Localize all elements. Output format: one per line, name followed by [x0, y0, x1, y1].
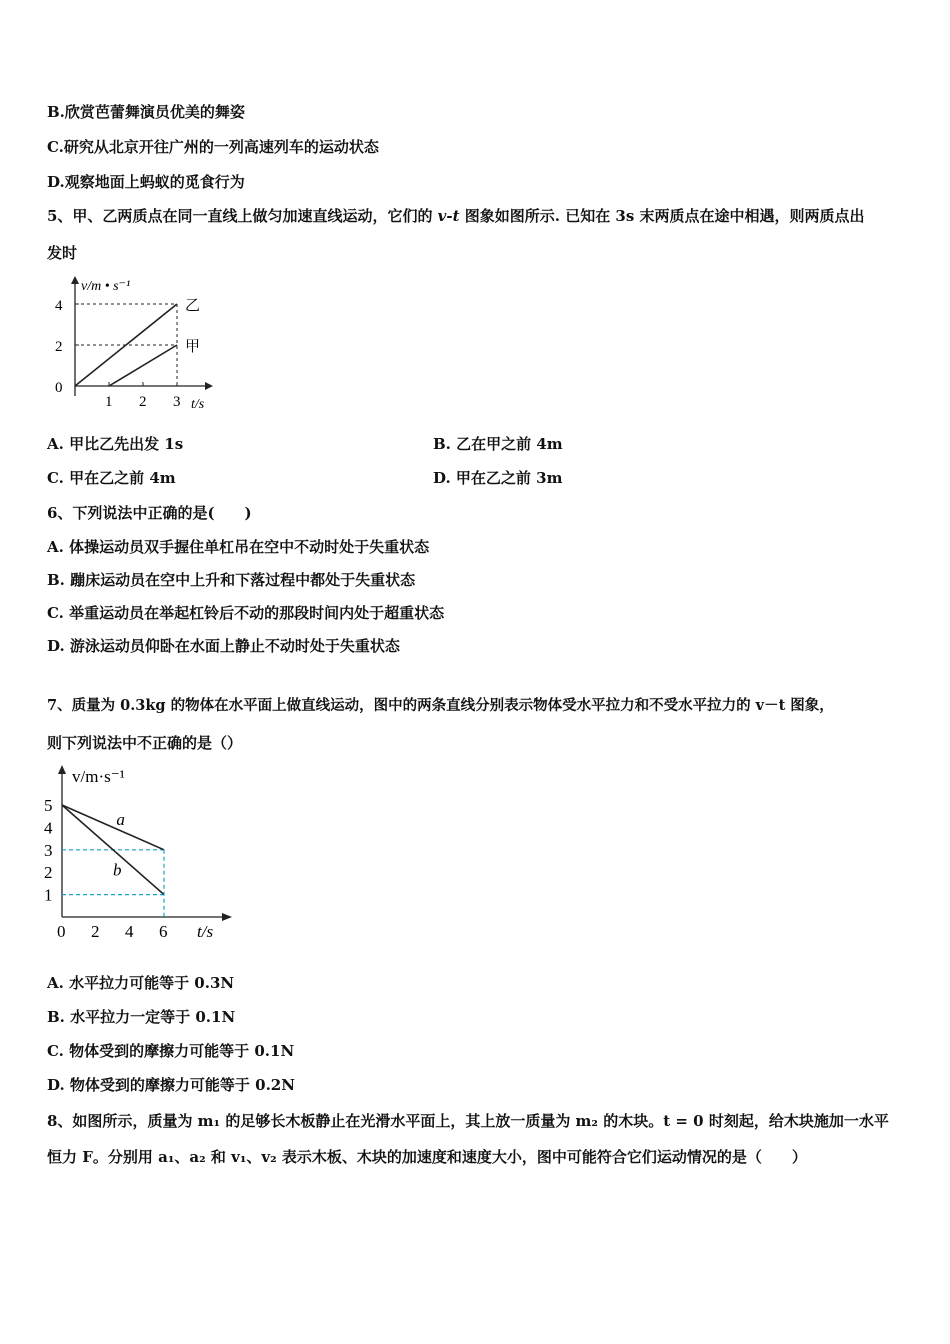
- x-tick-label: 6: [159, 922, 168, 941]
- q6-option-c: C. 举重运动员在举起杠铃后不动的那段时间内处于超重状态: [47, 604, 445, 622]
- y-tick-label: 4: [55, 298, 63, 314]
- series-line-a: [62, 805, 164, 850]
- y-axis-label: v/m·s⁻¹: [72, 767, 125, 786]
- x-tick-label: 2: [139, 394, 147, 410]
- q7-option-b: B. 水平拉力一定等于 0.1N: [47, 1008, 236, 1026]
- q7-vt-chart: [40, 760, 240, 945]
- x-axis-label: t/s: [197, 922, 214, 941]
- q7-stem-line2: 则下列说法中不正确的是（）: [47, 734, 243, 752]
- x-tick-label: 3: [173, 394, 181, 410]
- y-axis-arrow: [58, 765, 66, 774]
- q5-vt-chart: [45, 272, 225, 412]
- q5-stem-line1: 5、甲、乙两质点在同一直线上做匀加速直线运动，它们的 v-t 图象如图所示. 已知在 3s 末两质点在途中相遇，则两质点出: [47, 207, 865, 225]
- x-axis-arrow: [205, 382, 213, 390]
- q7-option-c: C. 物体受到的摩擦力可能等于 0.1N: [47, 1042, 295, 1060]
- q7-option-a: A. 水平拉力可能等于 0.3N: [47, 974, 235, 992]
- q6-option-a: A. 体操运动员双手握住单杠吊在空中不动时处于失重状态: [47, 538, 430, 556]
- q6-option-d: D. 游泳运动员仰卧在水面上静止不动时处于失重状态: [47, 637, 400, 655]
- x-tick-label: 0: [57, 922, 66, 941]
- x-tick-label: 2: [91, 922, 100, 941]
- q5-stem-line2: 发时: [47, 244, 78, 262]
- y-tick-label: 4: [44, 818, 53, 838]
- q7-stem-line1: 7、质量为 0.3kg 的物体在水平面上做直线运动，图中的两条直线分别表示物体受水平拉力和不受水平拉力的 v－t 图象，: [47, 697, 834, 714]
- q8-stem-line2: 恒力 F。分别用 a₁、a₂ 和 v₁、v₂ 表示木板、木块的加速度和速度大小，图中可能符合它们运动情况的是（ ）: [47, 1148, 807, 1166]
- y-tick-label: 2: [44, 863, 53, 883]
- y-tick-label: 2: [55, 339, 63, 355]
- y-tick-label: 1: [44, 885, 53, 905]
- series-label: 乙: [185, 298, 201, 314]
- q7-option-d: D. 物体受到的摩擦力可能等于 0.2N: [47, 1076, 295, 1094]
- series-label: b: [113, 860, 122, 880]
- y-tick-label: 0: [55, 380, 63, 396]
- x-axis-label: t/s: [191, 397, 205, 412]
- y-axis-label: v/m • s⁻¹: [81, 279, 131, 294]
- q5-option-c: C. 甲在乙之前 4m: [47, 469, 176, 487]
- x-tick-label: 1: [105, 394, 113, 410]
- x-axis-arrow: [222, 913, 232, 921]
- q5-option-a: A. 甲比乙先出发 1s: [47, 435, 184, 453]
- q4-option-c: C.研究从北京开往广州的一列高速列车的运动状态: [47, 138, 379, 156]
- series-label: 甲: [185, 339, 201, 355]
- q5-option-d: D. 甲在乙之前 3m: [433, 469, 563, 487]
- y-tick-label: 3: [44, 840, 53, 860]
- q5-option-b: B. 乙在甲之前 4m: [433, 435, 563, 453]
- q4-option-b: B.欣赏芭蕾舞演员优美的舞姿: [47, 103, 245, 121]
- y-axis-arrow: [71, 276, 79, 284]
- q8-stem-line1: 8、如图所示，质量为 m₁ 的足够长木板静止在光滑水平面上，其上放一质量为 m₂ 的木块。t = 0 时刻起，给木块施加一水平: [47, 1112, 889, 1130]
- q4-option-d: D.观察地面上蚂蚁的觅食行为: [47, 173, 245, 191]
- q6-option-b: B. 蹦床运动员在空中上升和下落过程中都处于失重状态: [47, 571, 416, 589]
- series-label: a: [116, 810, 125, 830]
- y-tick-label: 5: [44, 796, 53, 815]
- x-tick-label: 4: [125, 922, 134, 941]
- q6-stem: 6、下列说法中正确的是( ): [47, 504, 252, 522]
